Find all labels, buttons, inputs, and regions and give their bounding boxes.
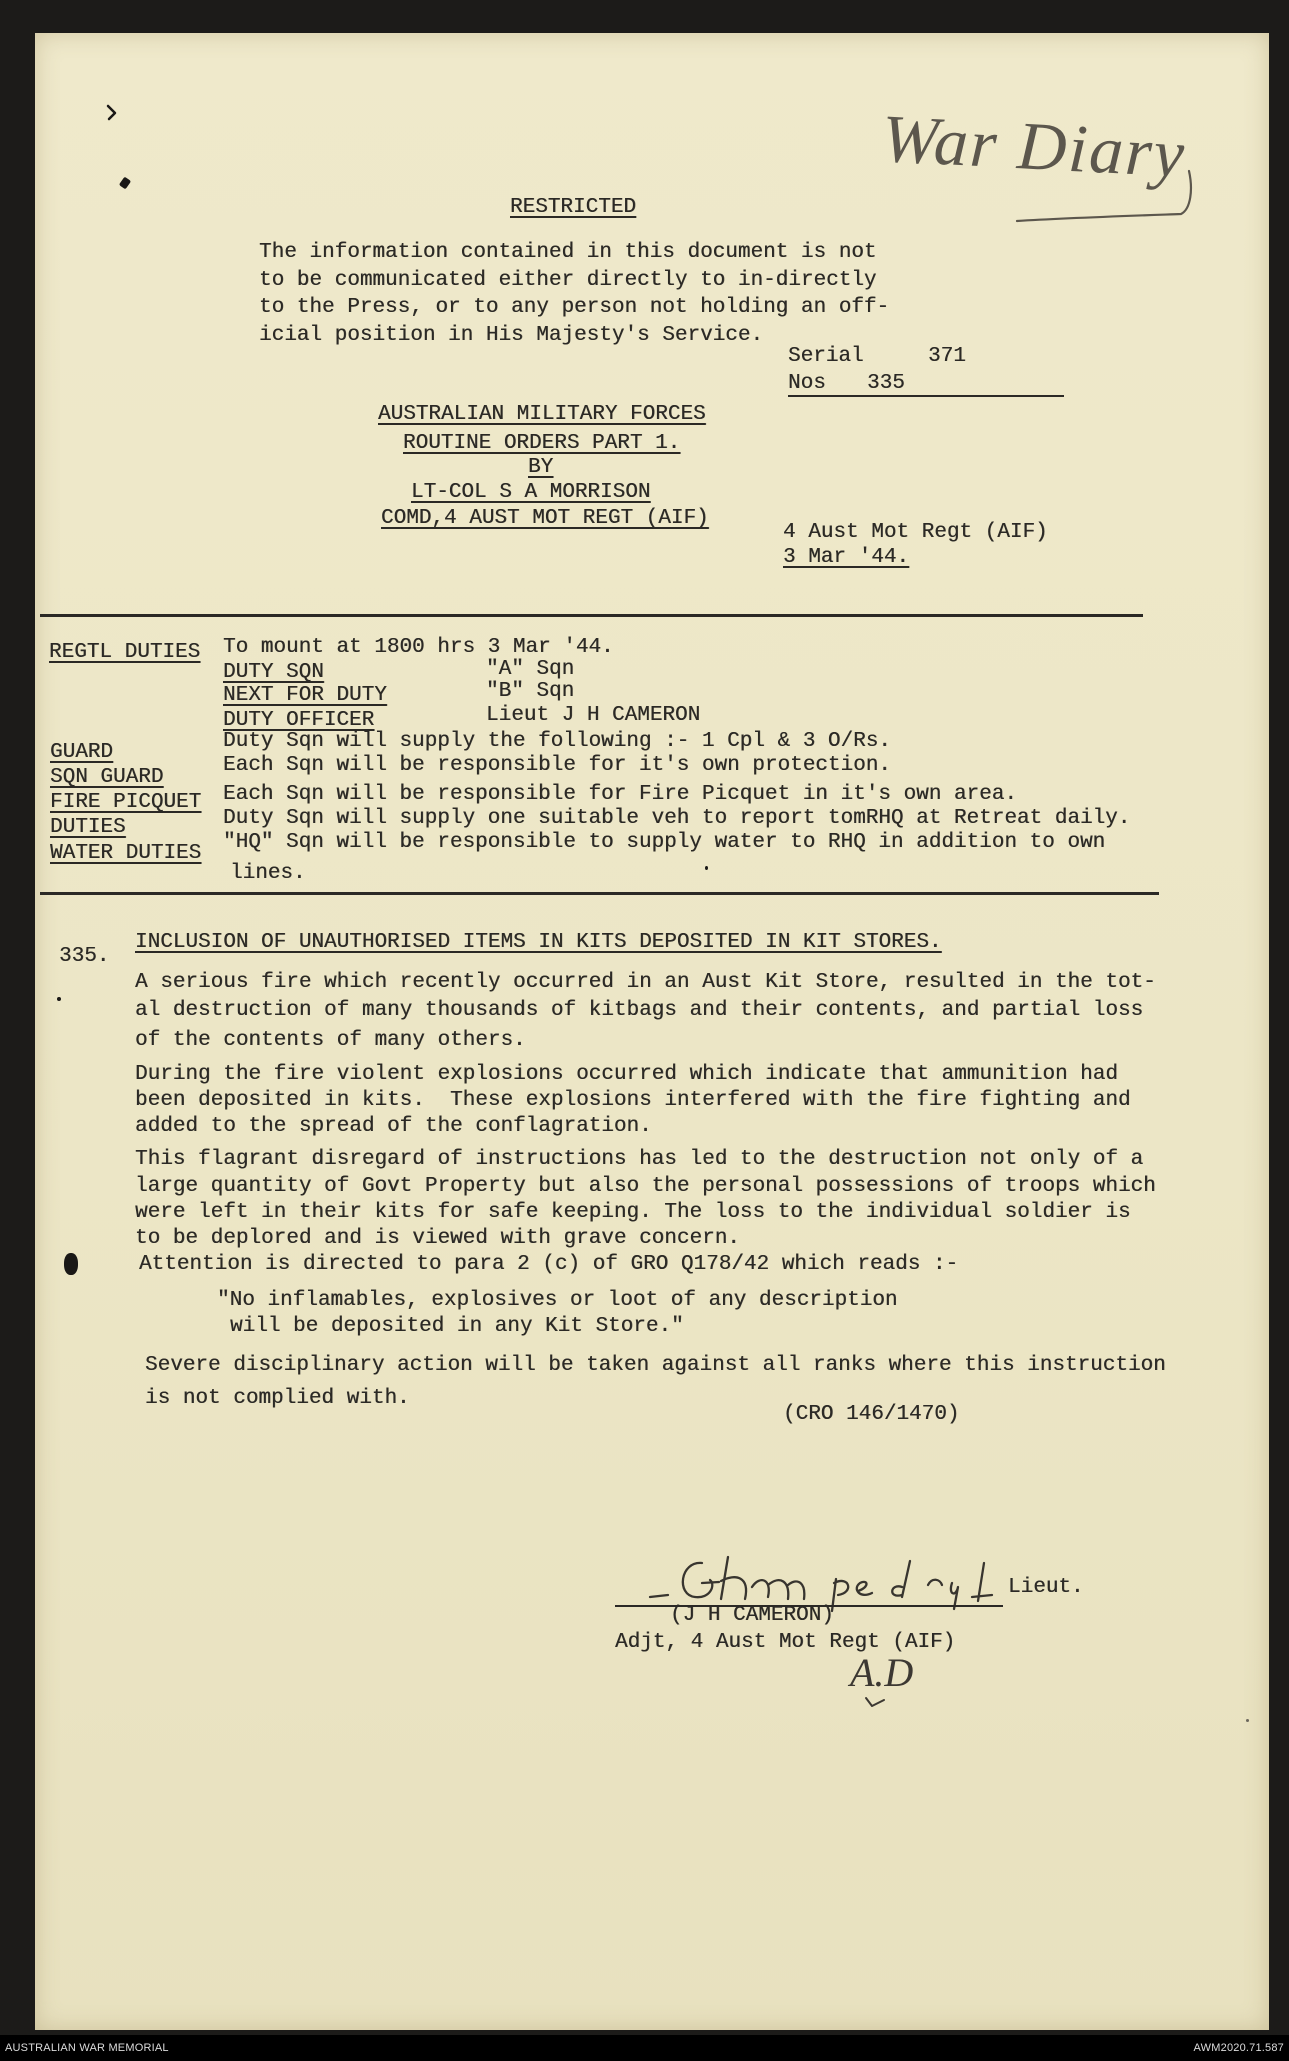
order-number: 335. bbox=[59, 945, 110, 968]
quoted-instruction-line: will be deposited in any Kit Store." bbox=[230, 1315, 684, 1338]
title-block-line: ROUTINE ORDERS PART 1. bbox=[403, 432, 681, 455]
date-line: 3 Mar '44. bbox=[783, 546, 910, 569]
archive-footer bbox=[0, 2035, 1289, 2061]
closing-line: Severe disciplinary action will be taken against all ranks where this instruction bbox=[145, 1354, 1166, 1377]
duty-label: SQN GUARD bbox=[50, 766, 164, 789]
order-reference: (CRO 146/1470) bbox=[783, 1403, 960, 1426]
margin-ink-blot bbox=[64, 1253, 78, 1275]
assignment-value: "A" Sqn bbox=[486, 658, 575, 681]
duty-label: WATER DUTIES bbox=[50, 842, 202, 865]
signatory-appointment: Adjt, 4 Aust Mot Regt (AIF) bbox=[615, 1631, 956, 1654]
duty-label: DUTIES bbox=[50, 816, 126, 839]
title-block-line: LT-COL S A MORRISON bbox=[411, 481, 651, 504]
handwritten-initials: A.D bbox=[850, 1650, 914, 1695]
paragraph-line: large quantity of Govt Property but also the personal possessions of troops which bbox=[135, 1175, 1156, 1198]
handwritten-war-diary-note: War Diary bbox=[879, 99, 1188, 192]
paragraph-line: Attention is directed to para 2 (c) of GRO Q178/42 which reads :- bbox=[139, 1253, 959, 1276]
section-divider bbox=[40, 614, 1143, 617]
duty-label: GUARD bbox=[50, 741, 114, 764]
paragraph-line: During the fire violent explosions occurred which indicate that ammunition had bbox=[135, 1063, 1118, 1086]
duty-label: FIRE PICQUET bbox=[50, 791, 202, 814]
archive-name: AUSTRALIAN WAR MEMORIAL bbox=[5, 2042, 169, 2054]
initials-tick bbox=[862, 1694, 892, 1710]
assignment-label: DUTY OFFICER bbox=[223, 709, 375, 732]
margin-caret-mark bbox=[106, 104, 118, 122]
duty-text: Duty Sqn will supply one suitable veh to report tomRHQ at Retreat daily. bbox=[223, 807, 1131, 830]
serial-value: 371 bbox=[928, 345, 966, 368]
quoted-instruction-line: "No inflamables, explosives or loot of any description bbox=[217, 1289, 898, 1312]
warning-line: icial position in His Majesty's Service. bbox=[259, 324, 764, 347]
nos-label: Nos bbox=[788, 372, 826, 395]
warning-line: to the Press, or to any person not holding an off- bbox=[259, 296, 890, 319]
paragraph-line: This flagrant disregard of instructions has led to the destruction not only of a bbox=[135, 1148, 1144, 1171]
duty-text: Each Sqn will be responsible for it's own protection. bbox=[223, 754, 891, 777]
order-title: INCLUSION OF UNAUTHORISED ITEMS IN KITS DEPOSITED IN KIT STORES. bbox=[135, 931, 942, 954]
assignment-label: NEXT FOR DUTY bbox=[223, 684, 387, 707]
mount-time: To mount at 1800 hrs 3 Mar '44. bbox=[223, 636, 614, 659]
closing-line: is not complied with. bbox=[145, 1387, 410, 1410]
classification-heading: RESTRICTED bbox=[510, 196, 637, 219]
paragraph-line: al destruction of many thousands of kitbags and their contents, and partial loss bbox=[135, 999, 1144, 1022]
stray-dot-right bbox=[1246, 1719, 1249, 1722]
duty-text: "HQ" Sqn will be responsible to supply water to RHQ in addition to own bbox=[223, 831, 1106, 854]
paragraph-line: were left in their kits for safe keeping. The loss to the individual soldier is bbox=[135, 1201, 1131, 1224]
duty-text: Each Sqn will be responsible for Fire Picquet in it's own area. bbox=[223, 783, 1017, 806]
title-block-line: COMD,4 AUST MOT REGT (AIF) bbox=[381, 507, 709, 530]
nos-underline bbox=[788, 395, 1064, 397]
archive-reference-id: AWM2020.71.587 bbox=[1193, 2042, 1284, 2054]
handwriting-flourish bbox=[1005, 165, 1200, 230]
duty-text-continuation: lines. bbox=[230, 862, 306, 885]
signatory-name: (J H CAMERON) bbox=[670, 1604, 834, 1627]
assignment-label: DUTY SQN bbox=[223, 661, 324, 684]
warning-line: to be communicated either directly to in-directly bbox=[259, 269, 877, 292]
margin-dot bbox=[57, 997, 61, 1001]
stray-dot bbox=[705, 866, 708, 870]
serial-label: Serial bbox=[788, 345, 864, 368]
regtl-duties-label: REGTL DUTIES bbox=[49, 641, 201, 664]
duty-text: Duty Sqn will supply the following :- 1 Cpl & 3 O/Rs. bbox=[223, 730, 891, 753]
assignment-value: "B" Sqn bbox=[486, 680, 575, 703]
assignment-value: Lieut J H CAMERON bbox=[486, 704, 701, 727]
section-divider bbox=[40, 892, 1159, 895]
title-block-line: AUSTRALIAN MILITARY FORCES bbox=[378, 403, 706, 426]
paragraph-line: been deposited in kits. These explosions interfered with the fire fighting and bbox=[135, 1089, 1131, 1112]
signatory-rank: Lieut. bbox=[1008, 1576, 1084, 1599]
unit-line: 4 Aust Mot Regt (AIF) bbox=[783, 521, 1048, 544]
title-block-line: BY bbox=[528, 456, 554, 479]
paragraph-line: to be deplored and is viewed with grave concern. bbox=[135, 1227, 740, 1250]
nos-value: 335 bbox=[867, 372, 905, 395]
paragraph-line: of the contents of many others. bbox=[135, 1029, 526, 1052]
warning-line: The information contained in this document is not bbox=[259, 241, 877, 264]
paragraph-line: added to the spread of the conflagration. bbox=[135, 1115, 652, 1138]
paragraph-line: A serious fire which recently occurred in an Aust Kit Store, resulted in the tot- bbox=[135, 971, 1156, 994]
